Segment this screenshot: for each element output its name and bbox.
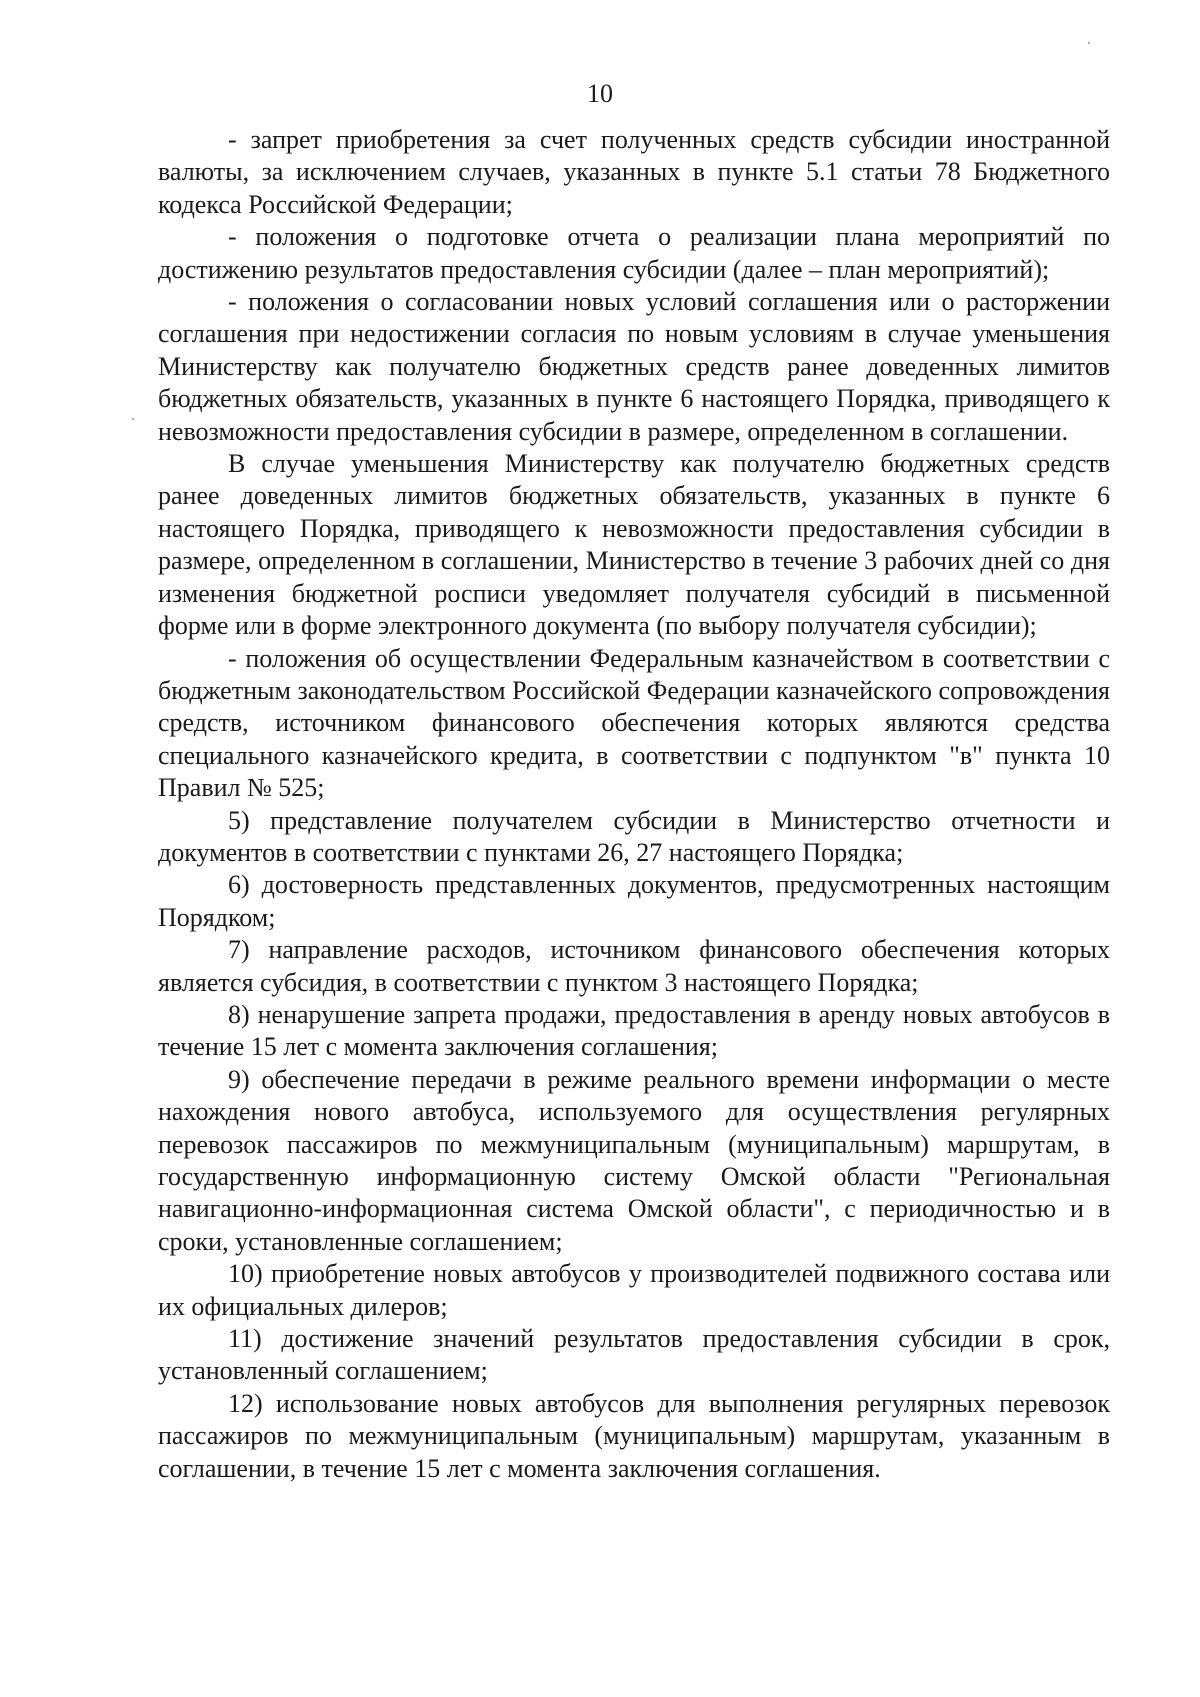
list-item-10: 10) приобретение новых автобусов у производителей подвижного состава или их официальных дилеров; [158,1259,1110,1321]
document-body [158,124,1110,1485]
list-item-11: 11) достижение значений результатов предоставления субсидии в срок, установленный соглашением; [158,1324,1110,1386]
scan-speck [1088,42,1090,44]
list-item-8: 8) ненарушение запрета продажи, предоставления в аренду новых автобусов в течение 15 лет с момента заключения соглашения; [158,999,1110,1062]
scan-speck [132,418,134,420]
page-number: 10 [587,79,613,108]
list-item-12: 12) использование новых автобусов для выполнения регулярных перевозок пассажиров по межмуниципальным (муниципальным) маршрутам, указанным в соглашении, в течение 15 лет с момента заключения соглашения. [158,1388,1110,1483]
paragraph-treasury-support: - положения об осуществлении Федеральным казначейством в соответствии с бюджетным законодательством Российской Федерации казначейского сопровождения средств, источником финансового обеспечения которых являются средства специального казначейского кредита, в соответствии с подпунктом "в" пункта 10 Правил № 525; [158,643,1110,803]
paragraph-currency-ban: - запрет приобретения за счет полученных средств субсидии иностранной валюты, за исключением случаев, указанных в пункте 5.1 статьи 78 Бюджетного кодекса Российской Федерации; [158,125,1110,219]
list-item-5: 5) представление получателем субсидии в Министерство отчетности и документов в соответствии с пунктами 26, 27 настоящего Порядка; [158,805,1110,867]
list-item-6: 6) достоверность представленных документов, предусмотренных настоящим Порядком; [158,870,1110,932]
list-item-9: 9) обеспечение передачи в режиме реального времени информации о месте нахождения нового автобуса, используемого для осуществления регулярных перевозок пассажиров по межмуниципальным (муниципальным) маршрутам, в государственную информационную систему Омской области "Региональная навигационно-информационная система Омской области", с периодичностью и в сроки, установленные соглашением; [158,1064,1110,1256]
paragraph-limit-reduction: В случае уменьшения Министерству как получателю бюджетных средств ранее доведенных лимитов бюджетных обязательств, указанных в пункте 6 настоящего Порядка, приводящего к невозможности предоставления субсидии в размере, определенном в соглашении, Министерство в течение 3 рабочих дней со дня изменения бюджетной росписи уведомляет получателя субсидий в письменной форме или в форме электронного документа (по выбору получателя субсидии); [158,449,1110,641]
paragraph-report-plan: - положения о подготовке отчета о реализации плана мероприятий по достижению результатов предоставления субсидии (далее – план мероприятий); [158,222,1110,284]
paragraph-new-conditions: - положения о согласовании новых условий соглашения или о расторжении соглашения при недостижении согласия по новым условиям в случае уменьшения Министерству как получателю бюджетных средств ранее доведенных лимитов бюджетных обязательств, указанных в пункте 6 настоящего Порядка, приводящего к невозможности предоставления субсидии в размере, определенном в соглашении. [158,287,1110,446]
list-item-7: 7) направление расходов, источником финансового обеспечения которых является субсидия, в соответствии с пунктом 3 настоящего Порядка; [158,935,1110,997]
